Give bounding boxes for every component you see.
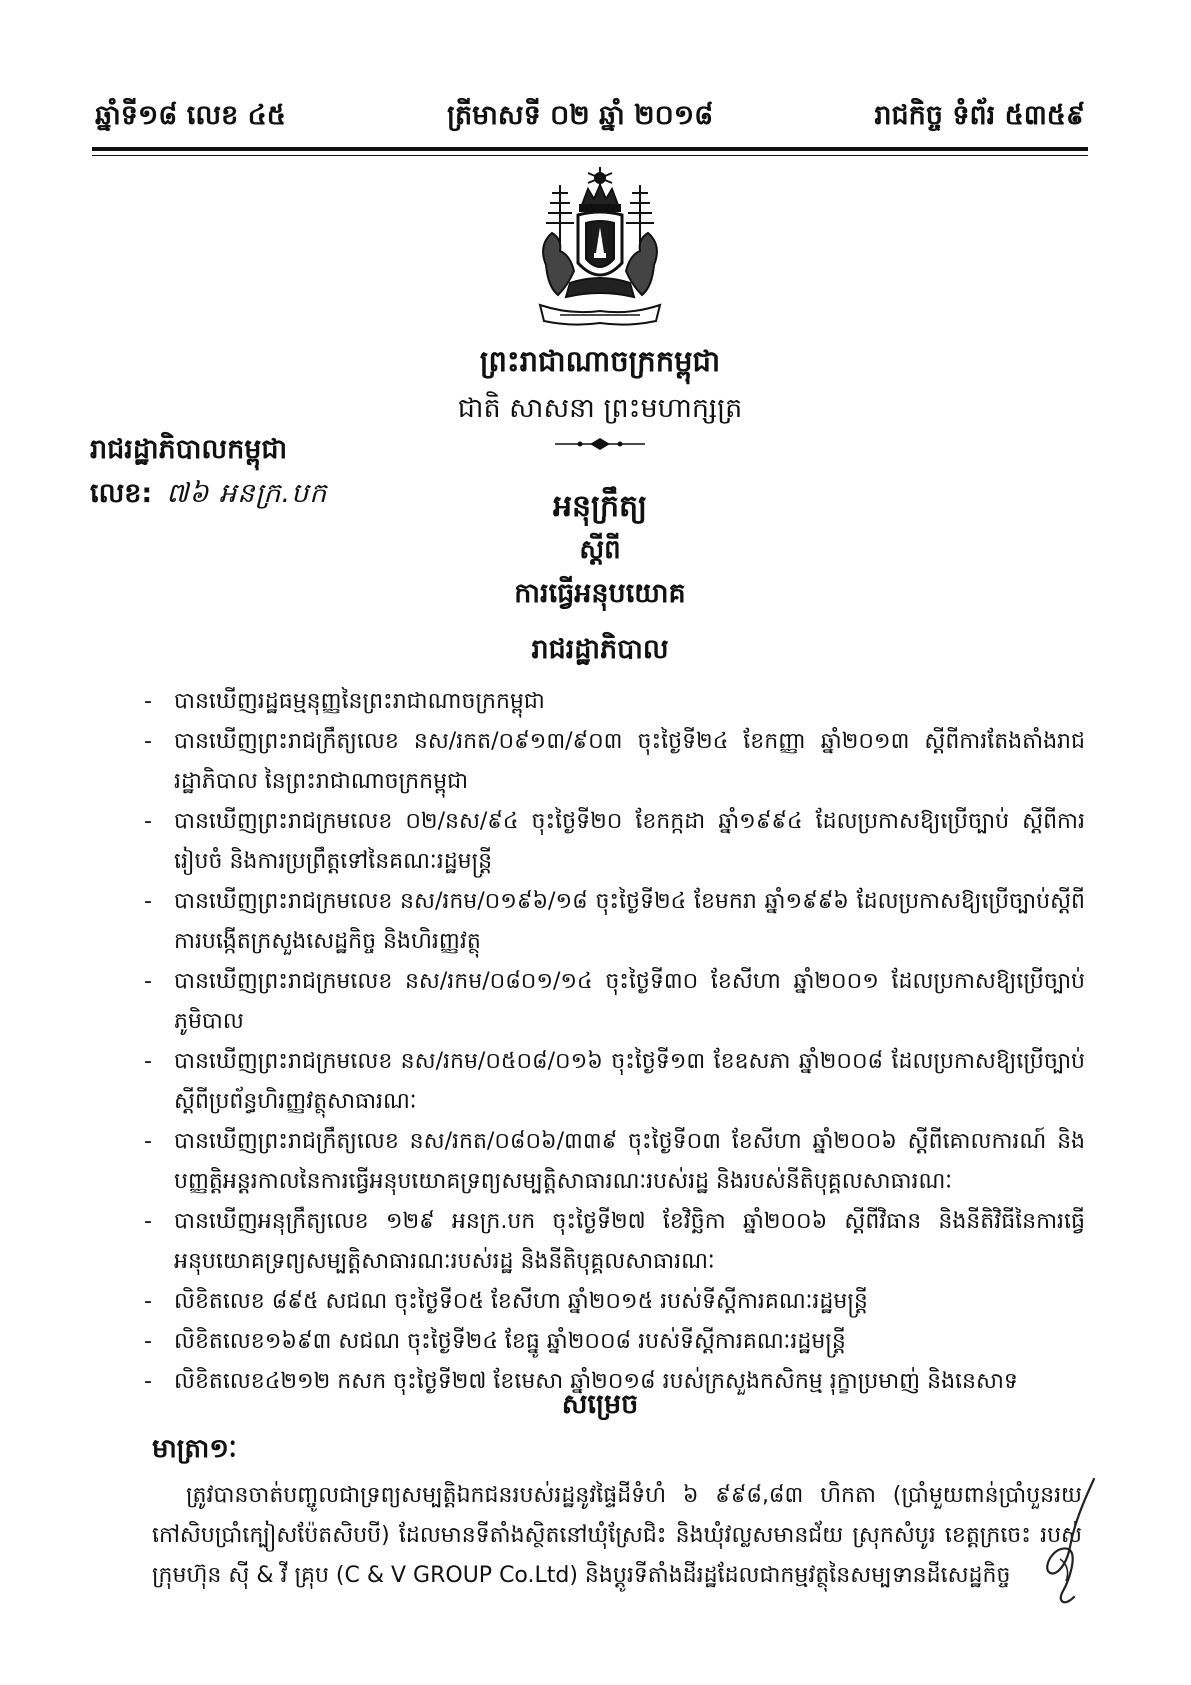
ornament-divider-icon: [555, 437, 645, 451]
preamble-item: - បានឃើញព្រះរាជក្រមលេខ នស/រកម/០៥០៨/០១៦ ចុះថ្ងៃទី១៣ ខែឧសភា ឆ្នាំ២០០៨ ដែលប្រកាសឱ្យប្រើច្បាប់ស្តីពីប្រព័ន្ធហិរញ្ញវត្ថុសាធារណៈ: [140, 1042, 1085, 1122]
government-name: រាជរដ្ឋាភិបាលកម្ពុជា: [90, 434, 288, 465]
preamble-item: - លិខិតលេខ ៨៩៥ សជណ ចុះថ្ងៃទី០៥ ខែសីហា ឆ្នាំ២០១៥ របស់ទីស្តីការគណៈរដ្ឋមន្ត្រី: [140, 1282, 1085, 1322]
preamble-item: - បានឃើញព្រះរាជក្រមលេខ ០២/នស/៩៤ ចុះថ្ងៃទី២០ ខែកក្កដា ឆ្នាំ១៩៩៤ ដែលប្រកាសឱ្យប្រើច្បាប់ ស្តីពីការរៀបចំ និងការប្រព្រឹត្តទៅនៃគណៈរដ្ឋមន្ត្រី: [140, 802, 1085, 882]
gazette-page-number: រាជកិច្ច ទំព័រ ៥៣៥៩: [874, 99, 1085, 131]
header-divider-thin: [92, 155, 1088, 156]
preamble-item: - បានឃើញព្រះរាជក្រមលេខ នស/រកម/០១៩៦/១៨ ចុះថ្ងៃទី២៤ ខែមករា ឆ្នាំ១៩៩៦ ដែលប្រកាសឱ្យប្រើច្បាប់ស្តីពីការបង្កើតក្រសួងសេដ្ឋកិច្ច និងហិរញ្ញវត្ថុ: [140, 882, 1085, 962]
reference-label: លេខ:: [90, 478, 153, 509]
kingdom-name: ព្រះរាជាណាចក្រកម្ពុជា: [479, 344, 721, 378]
preamble-item: - លិខិតលេខ១៦៩៣ សជណ ចុះថ្ងៃទី២៤ ខែធ្នូ ឆ្នាំ២០០៨ របស់ទីស្តីការគណៈរដ្ឋមន្ត្រី: [140, 1322, 1085, 1362]
kingdom-motto: ជាតិ សាសនា ព្រះមហាក្សត្រ: [457, 393, 743, 424]
reference-value: ៧៦ អនក្រ.បក: [166, 478, 328, 509]
reference-number: [90, 477, 420, 516]
preamble-list: [140, 682, 1085, 1402]
preamble-item: - បានឃើញព្រះរាជក្រឹត្យលេខ នស/រកត/០៨០៦/៣៣៩ ចុះថ្ងៃទី០៣ ខែសីហា ឆ្នាំ២០០៦ ស្តីពីគោលការណ៍ និងបញ្ញត្តិអន្តរកាលនៃការធ្វើអនុបយោគទ្រព្យសម្បត្តិសាធារណៈរបស់រដ្ឋ និងរបស់នីតិបុគ្គលសាធារណៈ: [140, 1122, 1085, 1202]
preamble-item: - បានឃើញព្រះរាជក្រមលេខ នស/រកម/០៨០១/១៤ ចុះថ្ងៃទី៣០ ខែសីហា ឆ្នាំ២០០១ ដែលប្រកាសឱ្យប្រើច្បាប់ភូមិបាល: [140, 962, 1085, 1042]
preamble-item: - លិខិតលេខ៤២១២ កសក ចុះថ្ងៃទី២៧ ខែមេសា ឆ្នាំ២០១៨ របស់ក្រសួងកសិកម្ម រុក្ខាប្រមាញ់ និងនេសាទ: [140, 1362, 1085, 1402]
handwritten-signature-icon: [1040, 1475, 1100, 1610]
gazette-date: ត្រីមាសទី ០២ ឆ្នាំ ២០១៨: [446, 99, 714, 131]
preamble-item: - បានឃើញអនុក្រឹត្យលេខ ១២៩ អនក្រ.បក ចុះថ្ងៃទី២៧ ខែវិច្ឆិកា ឆ្នាំ២០០៦ ស្តីពីវិធាន និងនីតិវិធីនៃការធ្វើអនុបយោគទ្រព្យសម្បត្តិសាធារណៈរបស់រដ្ឋ និងនីតិបុគ្គលសាធារណៈ: [140, 1202, 1085, 1282]
royal-coat-of-arms-icon: [530, 165, 670, 330]
gazette-header: [95, 96, 1085, 140]
article-body: [152, 1476, 1082, 1596]
article-heading: មាត្រា១ៈ: [152, 1434, 237, 1464]
header-divider: [92, 147, 1088, 151]
gazette-year-issue: ឆ្នាំទី១៨ លេខ ៤៥: [95, 99, 286, 131]
preamble-item: - បានឃើញព្រះរាជក្រឹត្យលេខ នស/រកត/០៩១៣/៩០៣ ចុះថ្ងៃទី២៤ ខែកញ្ញា ឆ្នាំ២០១៣ ស្តីពីការតែងតាំងរាជរដ្ឋាភិបាល នៃព្រះរាជាណាចក្រកម្ពុជា: [140, 722, 1085, 802]
decree-subject: ការធ្វើអនុបយោគ: [514, 578, 686, 609]
issuing-authority: រាជរដ្ឋាភិបាល: [531, 634, 669, 665]
preamble-item: - បានឃើញរដ្ឋធម្មនុញ្ញនៃព្រះរាជាណាចក្រកម្ពុជា: [140, 682, 1085, 722]
article-text: ត្រូវបានចាត់បញ្ចូលជាទ្រព្យសម្បត្តិឯកជនរបស់រដ្ឋនូវផ្ទៃដីទំហំ ៦ ៩៩៨,៨៣ ហិកតា (ប្រាំមួយពាន់ប្រាំបួនរយកៅសិបប្រាំក្បៀសប៉ែតសិបបី) ដែលមានទីតាំងស្ថិតនៅឃុំស្រែជិះ និងឃុំវល្លសមានជ័យ ស្រុកសំបូរ ខេត្តក្រចេះ របស់ក្រុមហ៊ុន ស៊ី & វី គ្រុប (C & V GROUP Co.Ltd) និងប្តូរទីតាំងដីរដ្ឋដែលជាកម្មវត្ថុនៃសម្បទានដីសេដ្ឋកិច្ច: [152, 1483, 1082, 1588]
decree-title: អនុក្រឹត្យ: [552, 489, 648, 524]
decree-about: ស្តីពី: [579, 535, 621, 565]
decision-heading: សម្រេច: [561, 1389, 639, 1420]
